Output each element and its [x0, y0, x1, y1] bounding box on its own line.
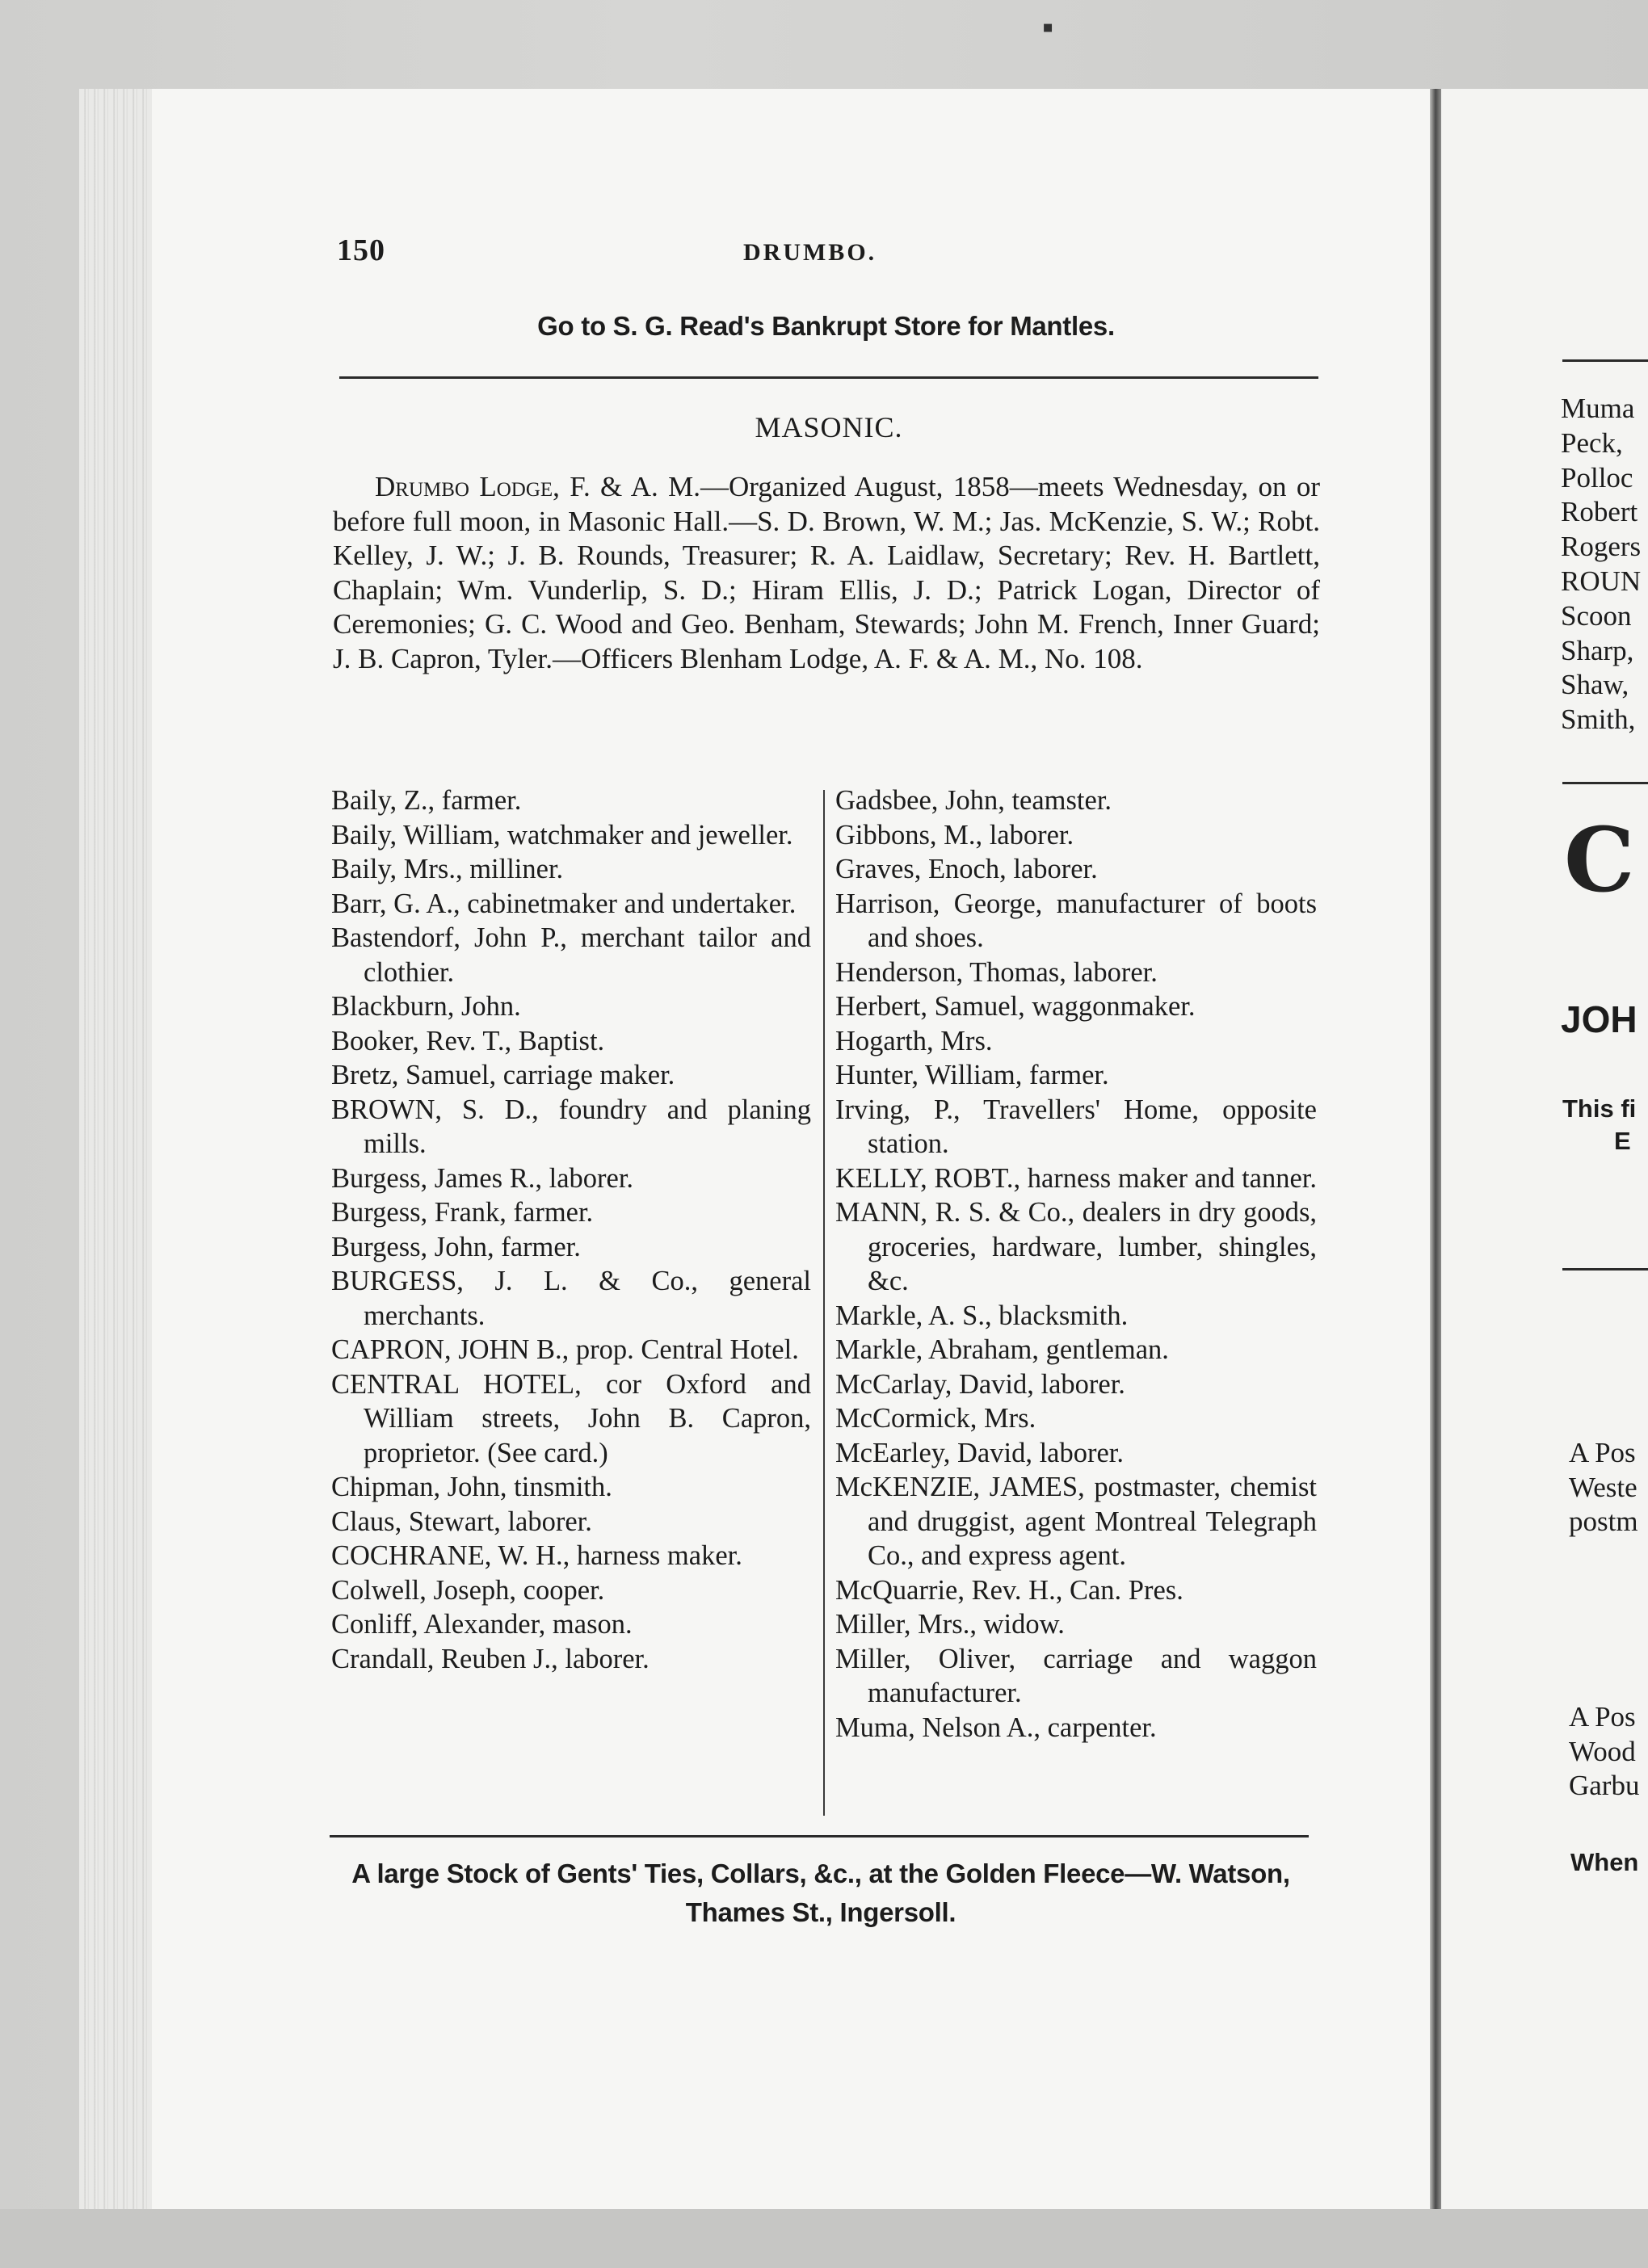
directory-entry: Booker, Rev. T., Baptist. — [331, 1025, 605, 1056]
directory-entry: Herbert, Samuel, waggonmaker. — [835, 991, 1196, 1022]
directory-entry: Markle, Abraham, gentleman. — [835, 1334, 1169, 1365]
facing-post-line: A Pos — [1569, 1437, 1636, 1468]
directory-entry: Baily, Z., farmer. — [331, 785, 522, 816]
facing-bold-line: When — [1570, 1848, 1639, 1876]
top-advertisement: Go to S. G. Read's Bankrupt Store for Mantles. — [537, 311, 1115, 341]
directory-entry: Gadsbee, John, teamster. — [835, 785, 1112, 816]
directory-entry: Hogarth, Mrs. — [835, 1025, 993, 1056]
lodge-paragraph — [333, 470, 1320, 677]
bottom-advertisement: A large Stock of Gents' Ties, Collars, &c., at the Golden Fleece—W. Watson, Thames St., Ingersoll. — [351, 1858, 1290, 1927]
directory-entry: Baily, William, watchmaker and jeweller. — [331, 819, 793, 850]
directory-entry: BURGESS, J. L. & Co., general merchants. — [331, 1266, 811, 1331]
top-rule — [339, 376, 1318, 379]
directory-entry: Graves, Enoch, laborer. — [835, 854, 1098, 884]
facing-name: Peck, — [1561, 426, 1623, 459]
facing-name: Muma — [1561, 393, 1635, 424]
directory-entry: McCormick, Mrs. — [835, 1403, 1036, 1434]
scanner-bottom-band — [0, 2209, 1648, 2268]
lodge-text: , F. & A. M.—Organized August, 1858—meets Wednesday, on or before full moon, in Masonic Hall.—S. D. Brown, W. M.; Jas. McKenzie, S. W.; Robt. Kelley, J. W.; J. B. Rounds, Treasurer; R. A. Laidlaw, Secretary; Rev. H. Bartlett, Chaplain; Wm. Vunderlip, S. D.; Hiram Ellis, J. D.; Patrick Logan, Director of Ceremonies; G. C. Wood and Geo. Benham, Stewards; John M. French, Inner Guard; J. B. Capron, Tyler.—Officers Blenham Lodge, A. F. & A. M., No. 108. — [333, 471, 1321, 674]
facing-name: ROUN — [1561, 565, 1642, 597]
facing-ornate-letter: C — [1564, 808, 1635, 912]
facing-name: Shaw, — [1561, 669, 1629, 701]
directory-entry: Baily, Mrs., milliner. — [331, 854, 564, 884]
directory-entry: COCHRANE, W. H., harness maker. — [331, 1540, 742, 1571]
facing-post-line: Garbu — [1569, 1770, 1640, 1801]
directory-entry: Burgess, Frank, farmer. — [331, 1197, 594, 1228]
column-divider — [823, 790, 825, 1816]
running-head: DRUMBO. — [743, 239, 877, 266]
facing-post-line: A Pos — [1569, 1701, 1636, 1732]
facing-rule — [1562, 359, 1648, 362]
facing-post-line: Weste — [1569, 1471, 1637, 1503]
facing-bold-line: E — [1614, 1127, 1631, 1155]
directory-entry: Claus, Stewart, laborer. — [331, 1506, 592, 1537]
directory-entry: Muma, Nelson A., carpenter. — [835, 1712, 1157, 1743]
directory-entry: BROWN, S. D., foundry and planing mills. — [331, 1094, 811, 1159]
directory-entry: Irving, P., Travellers' Home, opposite station. — [835, 1094, 1317, 1159]
directory-entry: Conliff, Alexander, mason. — [331, 1609, 633, 1640]
bottom-rule — [330, 1835, 1309, 1838]
directory-entry: Burgess, John, farmer. — [331, 1231, 581, 1262]
directory-entry: Blackburn, John. — [331, 991, 521, 1022]
facing-name: Robert — [1561, 496, 1638, 528]
page-number: 150 — [337, 233, 385, 267]
facing-bold-name: JOH — [1561, 998, 1637, 1040]
directory-entry: CAPRON, JOHN B., prop. Central Hotel. — [331, 1334, 799, 1365]
directory-entry: Henderson, Thomas, laborer. — [835, 956, 1158, 988]
directory-entry: Colwell, Joseph, cooper. — [331, 1574, 605, 1606]
facing-post-line: Wood — [1569, 1735, 1636, 1767]
book-gutter — [1430, 89, 1441, 2209]
directory-right-column — [835, 783, 1317, 1745]
facing-post-line: postm — [1569, 1506, 1638, 1537]
directory-entry: CENTRAL HOTEL, cor Oxford and William streets, John B. Capron, proprietor. (See card.) — [331, 1368, 811, 1468]
directory-entry: McEarley, David, laborer. — [835, 1437, 1124, 1468]
facing-bold-line: This fi — [1562, 1094, 1637, 1123]
directory-entry: Burgess, James R., laborer. — [331, 1162, 634, 1194]
directory-entry: Bretz, Samuel, carriage maker. — [331, 1060, 675, 1090]
directory-entry: Miller, Oliver, carriage and waggon manufacturer. — [835, 1643, 1317, 1708]
directory-entry: Bastendorf, John P., merchant tailor and clothier. — [331, 922, 811, 988]
facing-name: Sharp, — [1561, 634, 1634, 666]
directory-entry: KELLY, ROBT., harness maker and tanner. — [835, 1162, 1318, 1194]
directory-entry: McQuarrie, Rev. H., Can. Pres. — [835, 1574, 1183, 1606]
facing-name: Rogers — [1561, 531, 1642, 563]
lodge-name: Drumbo Lodge — [375, 471, 553, 502]
section-title: MASONIC. — [755, 411, 903, 443]
directory-entry: McKENZIE, JAMES, postmaster, chemist and druggist, agent Montreal Telegraph Co., and express agent. — [835, 1472, 1317, 1571]
directory-entry: McCarlay, David, laborer. — [835, 1368, 1125, 1400]
facing-rule — [1562, 1268, 1648, 1270]
facing-name: Smith, — [1561, 704, 1636, 736]
directory-entry: Chipman, John, tinsmith. — [331, 1472, 612, 1502]
scan-mark: ▪ — [1042, 9, 1054, 45]
directory-entry: Crandall, Reuben J., laborer. — [331, 1643, 650, 1674]
directory-entry: Barr, G. A., cabinetmaker and undertaker. — [331, 888, 797, 919]
directory-entry: Hunter, William, farmer. — [835, 1060, 1109, 1090]
directory-entry: MANN, R. S. & Co., dealers in dry goods, groceries, hardware, lumber, shingles, &c. — [835, 1197, 1317, 1296]
directory-entry: Miller, Mrs., widow. — [835, 1609, 1065, 1640]
facing-rule — [1562, 782, 1648, 784]
directory-entry: Harrison, George, manufacturer of boots and shoes. — [835, 888, 1317, 953]
facing-name: Polloc — [1561, 461, 1633, 494]
directory-entry: Markle, A. S., blacksmith. — [835, 1300, 1129, 1331]
page-edges — [79, 89, 152, 2209]
facing-name: Scoon — [1561, 599, 1632, 632]
directory-left-column — [331, 783, 811, 1676]
directory-entry: Gibbons, M., laborer. — [835, 819, 1074, 850]
